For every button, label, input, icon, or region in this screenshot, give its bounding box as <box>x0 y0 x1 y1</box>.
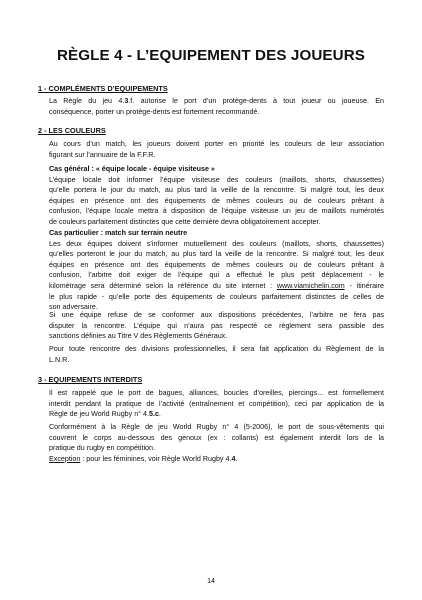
text-line: Si une équipe refuse de se conformer aux dispositions précédentes, l’arbitre ne fera pas <box>49 311 384 319</box>
text-line: équipes en présence ont des équipements de mêmes couleurs ou de couleurs prêtant à <box>49 196 384 205</box>
text-line: couvrent le corps au-dessous des genoux (ex : collants) est également interdit lors de la <box>49 433 384 442</box>
neutral-case-title: Cas particulier : match sur terrain neutre <box>49 229 188 237</box>
neutral-ground-block <box>49 228 384 313</box>
page-number: 14 <box>207 578 215 585</box>
text-line: pratique du rugby en compétition. <box>49 444 155 453</box>
text-line: sanctions définies au Titre V des Règlements Généraux. <box>49 332 228 341</box>
text-line: L’équipe locale doit informer l’équipe visiteuse des couleurs (maillots, shorts, chaussettes) <box>49 175 384 184</box>
text-line: équipes en présence ont des équipements de mêmes couleurs ou de couleurs prêtant à <box>49 260 384 269</box>
text-line: La Règle du jeu 4.3.f. autorise le port d’un protège-dents à tout joueur ou joueuse. En <box>49 97 384 105</box>
text-line: interdit pendant la pratique de l’activité (entraînement et compétition), ceci par application de la <box>49 399 384 408</box>
general-case-block <box>49 164 384 228</box>
text-line: qu’elle portera le jour du match, au plus tard la veille de la rencontre. Si malgré tout, les deux <box>49 186 384 195</box>
text-line: disputer la rencontre. L’équipe qui n’aura pas respecté ce règlement sera passible des <box>49 321 384 330</box>
section-2-intro <box>49 139 384 160</box>
text-line: Il est rappelé que le port de bagues, alliances, boucles d’oreilles, piercings... est formellement <box>49 389 384 397</box>
section-1-paragraph <box>49 96 384 117</box>
text-line: figurant sur l’annuaire de la F.F.R. <box>49 150 156 159</box>
page-title: RÈGLE 4 - L’EQUIPEMENT DES JOUEURS <box>56 47 366 64</box>
text-line: de couleurs parfaitement distinctes que cette dernière devra obligatoirement accepter. <box>49 217 321 226</box>
section-3-heading: 3 - EQUIPEMENTS INTERDITS <box>38 375 143 384</box>
text-line: confusion, l’équipe locale mettra à disposition de l’équipe visiteuse un jeu de maillots numérotés <box>49 207 384 216</box>
text-line: kilométrage sera déterminé selon la référence du site internet : www.viamichelin.com - itinéraire <box>49 281 384 290</box>
section-1-heading: 1 - COMPLÉMENTS D’EQUIPEMENTS <box>38 84 168 93</box>
text-line: qu’elles porteront le jour du match, au plus tard la veille de la rencontre. Si malgré tout, les deux <box>49 250 384 259</box>
text-line: le plus rapide - qu’elle porte des équipements de couleurs parfaitement distinctes de celles de <box>49 292 384 301</box>
text-line: son adversaire. <box>49 303 98 312</box>
general-case-title: Cas général : « équipe locale - équipe visiteuse » <box>49 165 215 173</box>
exception-line: Exception : pour les féminines, voir Règle World Rugby 4.4. <box>49 454 238 463</box>
text-line: L.N.R. <box>49 355 70 364</box>
text-line: Les deux équipes doivent s’informer mutuellement des couleurs (maillots, shorts, chaussettes) <box>49 239 384 248</box>
refusal-paragraph <box>49 310 384 342</box>
viamichelin-link[interactable]: www.viamichelin.com <box>276 281 345 290</box>
professional-paragraph <box>49 344 384 365</box>
forbidden-jewelry-paragraph <box>49 388 384 420</box>
text-line: Règle de jeu World Rugby n° 4.5.c. <box>49 410 161 419</box>
text-line: Pour toute rencontre des divisions professionnelles, il sera fait application du Règlement de la <box>49 345 384 353</box>
section-2-heading: 2 - LES COULEURS <box>38 126 106 135</box>
text-line: Au cours d’un match, les joueurs doivent porter en priorité les couleurs de leur association <box>49 140 384 148</box>
text-line: Conformément à la Règle de jeu World Rugby n° 4 (5-2006), le port de sous-vêtements qui <box>49 423 384 431</box>
undergarments-paragraph <box>49 422 384 464</box>
text-line: conséquence, porter un protège-dents est fortement recommandé. <box>49 107 260 116</box>
text-line: confusion, l’arbitre doit exiger de l’équipe qui a effectué le plus petit déplacement - le <box>49 271 384 280</box>
